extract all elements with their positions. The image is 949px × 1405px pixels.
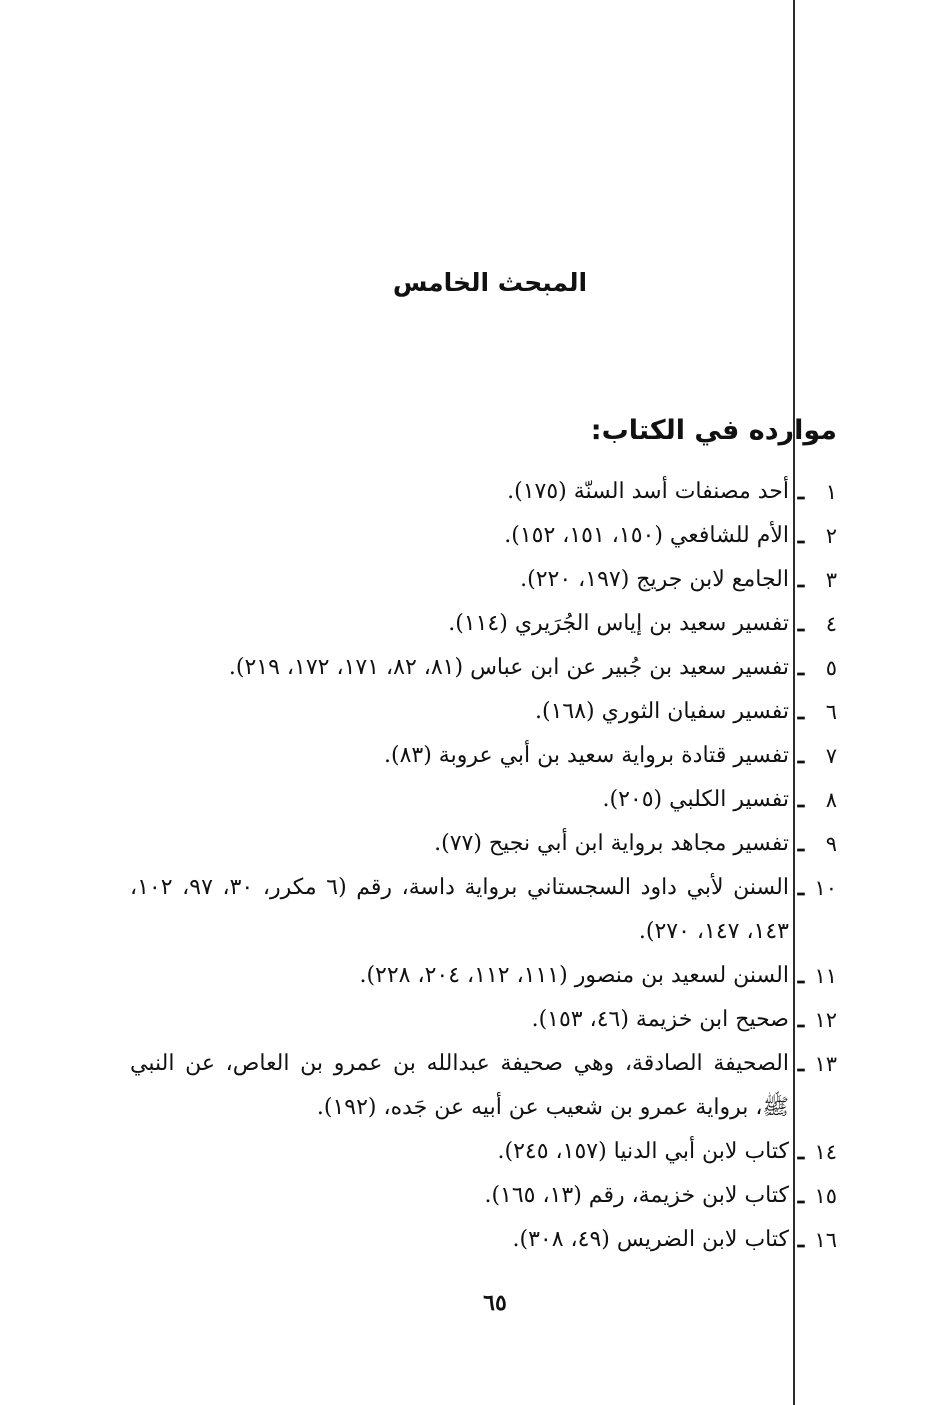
item-number: ٦: [825, 700, 837, 724]
item-dash: ـ: [797, 831, 805, 857]
list-item: [130, 1174, 837, 1218]
item-dash: ـ: [797, 1007, 805, 1033]
list-item: [130, 954, 837, 998]
item-number: ١٠: [814, 876, 837, 900]
item-dash: ـ: [797, 963, 805, 989]
list-item: [130, 646, 837, 690]
item-number: ٨: [825, 788, 837, 812]
list-item: [130, 734, 837, 778]
item-text: أحد مصنفات أسد السنّة (١٧٥).: [507, 479, 789, 504]
item-number: ١٤: [814, 1140, 837, 1164]
item-number: ١٥: [814, 1184, 837, 1208]
list-item: [130, 866, 837, 954]
item-number: ١: [825, 480, 837, 504]
list-item: [130, 1042, 837, 1130]
item-dash: ـ: [797, 567, 805, 593]
list-item: [130, 602, 837, 646]
item-dash: ـ: [797, 611, 805, 637]
item-number: ٧: [825, 744, 837, 768]
item-text: صحيح ابن خزيمة (٤٦، ١٥٣).: [531, 1007, 789, 1032]
item-number: ٣: [825, 568, 837, 592]
item-text: الجامع لابن جريج (١٩٧، ٢٢٠).: [520, 567, 789, 592]
item-number: ١٣: [814, 1052, 837, 1076]
item-text: الصحيفة الصادقة، وهي صحيفة عبدالله بن عمرو بن العاص، عن النبي ﷺ، برواية عمرو بن شعيب عن أبيه عن جَده، (١٩٢).: [130, 1051, 789, 1120]
item-text: تفسير الكلبي (٢٠٥).: [602, 787, 789, 812]
item-number: ١١: [814, 964, 837, 988]
item-dash: ـ: [797, 1051, 805, 1077]
item-number: ١٢: [814, 1008, 837, 1032]
page-number: ٦٥: [483, 1290, 507, 1316]
item-text: كتاب لابن خزيمة، رقم (١٣، ١٦٥).: [484, 1183, 789, 1208]
list-item: [130, 514, 837, 558]
item-dash: ـ: [797, 787, 805, 813]
item-dash: ـ: [797, 1227, 805, 1253]
item-dash: ـ: [797, 699, 805, 725]
item-dash: ـ: [797, 1183, 805, 1209]
section-heading: موارده في الكتاب:: [590, 415, 837, 446]
list-item: [130, 822, 837, 866]
item-number: ٢: [825, 524, 837, 548]
list-item: [130, 998, 837, 1042]
item-text: تفسير سعيد بن جُبير عن ابن عباس (٨١، ٨٢، ١٧١، ١٧٢، ٢١٩).: [228, 655, 789, 680]
item-dash: ـ: [797, 523, 805, 549]
item-text: الأم للشافعي (١٥٠، ١٥١، ١٥٢).: [504, 523, 789, 548]
item-dash: ـ: [797, 655, 805, 681]
list-item: [130, 1218, 837, 1262]
chapter-title: المبحث الخامس: [392, 268, 588, 297]
item-text: تفسير مجاهد برواية ابن أبي نجيح (٧٧).: [434, 831, 789, 856]
item-text: السنن لأبي داود السجستاني برواية داسة، رقم (٦ مكرر، ٣٠، ٩٧، ١٠٢، ١٤٣، ١٤٧، ٢٧٠).: [130, 875, 790, 944]
item-dash: ـ: [797, 743, 805, 769]
item-text: تفسير سعيد بن إياس الجُرَيري (١١٤).: [448, 611, 789, 636]
item-text: تفسير قتادة برواية سعيد بن أبي عروبة (٨٣).: [384, 743, 789, 768]
list-item: [130, 558, 837, 602]
item-number: ١٦: [814, 1228, 837, 1252]
item-text: تفسير سفيان الثوري (١٦٨).: [535, 699, 789, 724]
list-item: [130, 470, 837, 514]
list-item: [130, 690, 837, 734]
item-dash: ـ: [797, 479, 805, 505]
sources-list: [130, 470, 837, 1262]
item-text: السنن لسعيد بن منصور (١١١، ١١٢، ٢٠٤، ٢٢٨).: [359, 963, 789, 988]
item-number: ٥: [825, 656, 837, 680]
item-number: ٤: [825, 612, 837, 636]
item-text: كتاب لابن أبي الدنيا (١٥٧، ٢٤٥).: [497, 1139, 789, 1164]
item-text: كتاب لابن الضريس (٤٩، ٣٠٨).: [512, 1227, 789, 1252]
list-item: [130, 1130, 837, 1174]
list-item: [130, 778, 837, 822]
item-dash: ـ: [797, 1139, 805, 1165]
item-number: ٩: [825, 832, 837, 856]
item-dash: ـ: [797, 875, 805, 901]
